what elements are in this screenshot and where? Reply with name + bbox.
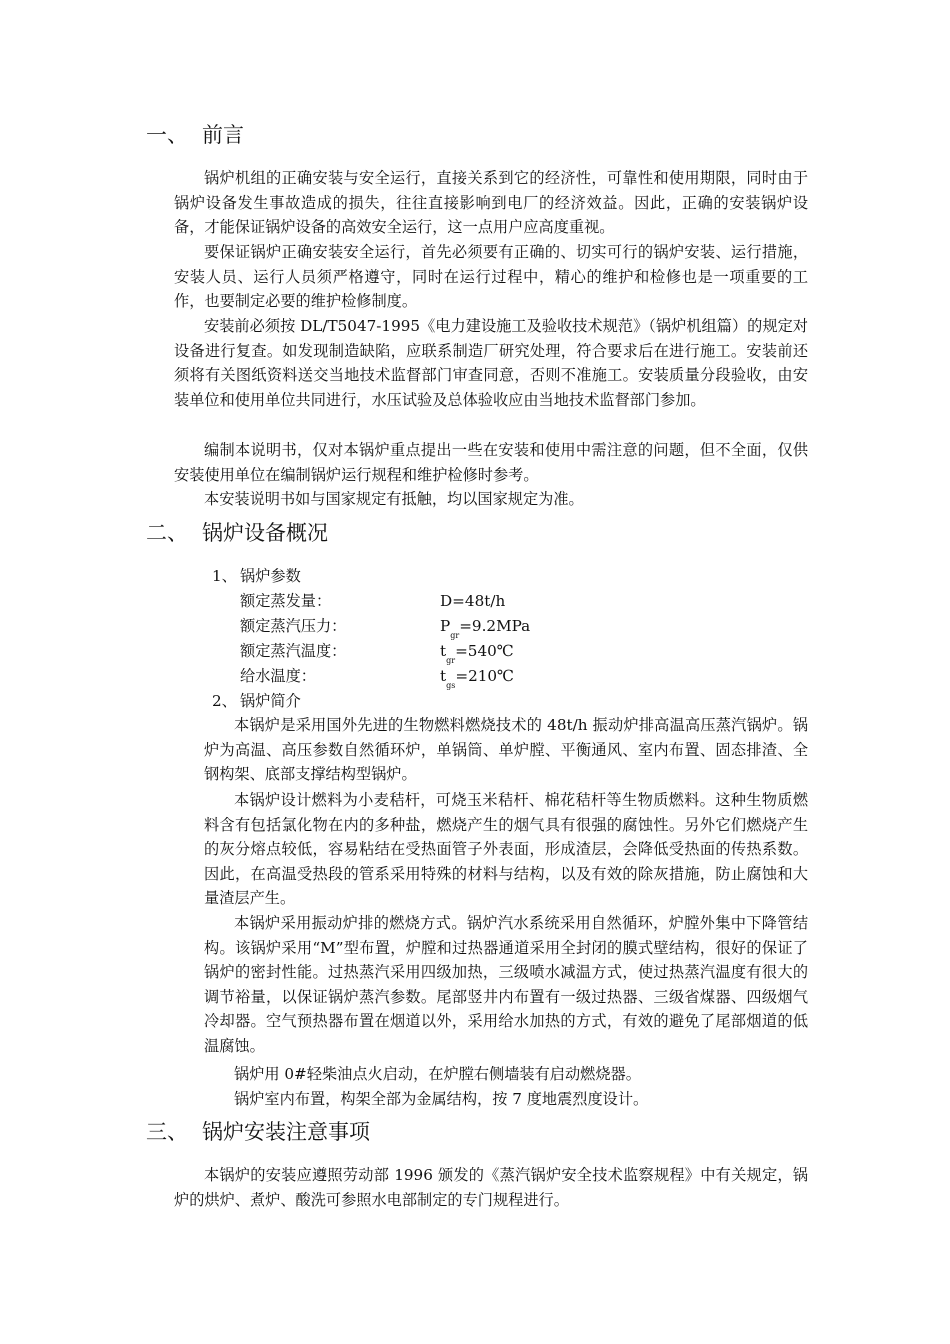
param-label: 额定蒸发量：	[240, 592, 332, 610]
param-label: 给水温度：	[240, 667, 316, 685]
param-label: 额定蒸汽温度：	[240, 642, 347, 660]
param-row-steam-temp	[240, 639, 570, 663]
item-1-title	[212, 564, 301, 588]
param-label: 额定蒸汽压力：	[240, 617, 347, 635]
param-value: $P_{gr}=9.2MPa$	[440, 617, 531, 640]
section-3-heading	[146, 1118, 370, 1146]
paragraph: 本锅炉设计燃料为小麦秸杆，可烧玉米秸杆、棉花秸杆等生物质燃料。这种生物质燃料含有包括氯化物在内的多种盐，燃烧产生的烟气具有很强的腐蚀性。另外它们燃烧产生的灰分熔点较低，容易粘结在受热面管子外表面，形成渣层，会降低受热面的传热系数。因此，在高温受热段的管系采用特殊的材料与结构，以及有效的除灰措施，防止腐蚀和大量渣层产生。	[204, 791, 808, 908]
param-row-feedwater-temp	[240, 664, 570, 688]
param-value: D=48t/h	[440, 592, 506, 610]
paragraph: 本锅炉采用振动炉排的燃烧方式。锅炉汽水系统采用自然循环，炉膛外集中下降管结构。该锅炉采用“M”型布置，炉膛和过热器通道采用全封闭的膜式壁结构，很好的保证了锅炉的密封性能。过热蒸汽采用四级加热，三级喷水减温方式，使过热蒸汽温度有很大的调节裕量，以保证锅炉蒸汽参数。尾部竖井内布置有一级过热器、三级省煤器、四级烟气冷却器。空气预热器布置在烟道以外，采用给水加热的方式，有效的避免了尾部烟道的低温腐蚀。	[204, 914, 808, 1055]
param-value: $t_{gs}=210℃$	[440, 667, 515, 690]
section-2-title: 锅炉设备概况	[202, 521, 328, 545]
paragraph: 锅炉用 0#轻柴油点火启动，在炉膛右侧墙装有启动燃烧器。	[234, 1065, 641, 1083]
param-row-evaporation	[240, 589, 570, 613]
section-3-number: 三、	[146, 1120, 188, 1144]
section-3-title: 锅炉安装注意事项	[202, 1120, 370, 1144]
paragraph: 要保证锅炉正确安装安全运行，首先必须要有正确的、切实可行的锅炉安装、运行措施，安装人员、运行人员须严格遵守，同时在运行过程中，精心的维护和检修也是一项重要的工作，也要制定必要的维护检修制度。	[174, 243, 808, 311]
section-2-heading	[146, 519, 328, 547]
paragraph: 本锅炉是采用国外先进的生物燃料燃烧技术的 48t/h 振动炉排高温高压蒸汽锅炉。锅炉为高温、高压参数自然循环炉，单锅筒、单炉膛、平衡通风、室内布置、固态排渣、全钢构架、底部支撑结构型锅炉。	[204, 716, 808, 784]
section-1-heading	[146, 121, 244, 149]
item-2-number: 2、	[212, 692, 237, 710]
section-2-number: 二、	[146, 521, 188, 545]
paragraph: 编制本说明书，仅对本锅炉重点提出一些在安装和使用中需注意的问题，但不全面，仅供安装使用单位在编制锅炉运行规程和维护检修时参考。	[174, 441, 808, 484]
item-2-label: 锅炉简介	[240, 692, 301, 710]
item-2-title	[212, 689, 301, 713]
item-1-label: 锅炉参数	[240, 567, 301, 585]
param-value: $t_{gr}=540℃$	[440, 642, 514, 665]
item-1-number: 1、	[212, 567, 237, 585]
paragraph: 本锅炉的安装应遵照劳动部 1996 颁发的《蒸汽锅炉安全技术监察规程》中有关规定，锅炉的烘炉、煮炉、酸洗可参照水电部制定的专门规程进行。	[174, 1166, 808, 1209]
section-1-title: 前言	[202, 123, 244, 147]
section-1-number: 一、	[146, 123, 188, 147]
paragraph: 安装前必须按 DL/T5047-1995《电力建设施工及验收技术规范》（锅炉机组篇）的规定对设备进行复查。如发现制造缺陷，应联系制造厂研究处理，符合要求后在进行施工。安装前还须将有关图纸资料送交当地技术监督部门审查同意，否则不准施工。安装质量分段验收，由安装单位和使用单位共同进行，水压试验及总体验收应由当地技术监督部门参加。	[174, 317, 808, 409]
paragraph: 本安装说明书如与国家规定有抵触，均以国家规定为准。	[204, 490, 584, 508]
paragraph: 锅炉机组的正确安装与安全运行，直接关系到它的经济性，可靠性和使用期限，同时由于锅炉设备发生事故造成的损失，往往直接影响到电厂的经济效益。因此，正确的安装锅炉设备，才能保证锅炉设备的高效安全运行，这一点用户应高度重视。	[174, 169, 808, 237]
paragraph: 锅炉室内布置，构架全部为金属结构，按 7 度地震烈度设计。	[234, 1090, 649, 1108]
param-row-pressure	[240, 614, 570, 638]
